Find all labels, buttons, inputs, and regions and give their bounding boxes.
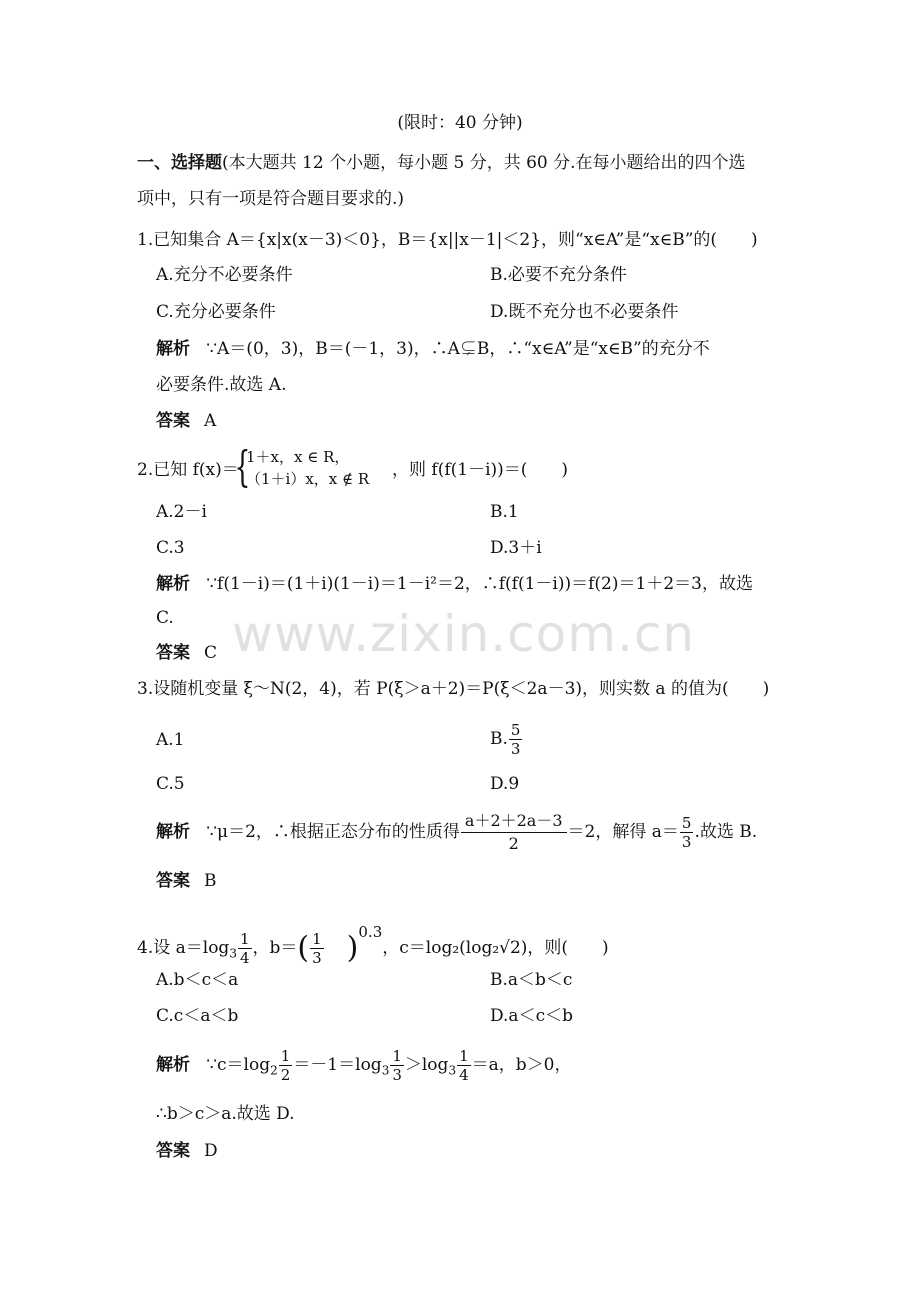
q4-option-d: D.a＜c＜b xyxy=(490,1006,573,1026)
watermark: www.zixin.com.cn xyxy=(232,605,696,663)
q4-an-frac-2 xyxy=(390,1047,404,1084)
q4-log-base-3: 3 xyxy=(229,946,237,961)
section-desc-2: 项中，只有一项是符合题目要求的.) xyxy=(137,189,405,209)
q4-answer-value: D xyxy=(204,1141,218,1161)
q4-option-a: A.b＜c＜a xyxy=(156,970,239,990)
q4-analysis xyxy=(156,1041,571,1094)
section-desc-1: (本大题共 12 个小题，每小题 5 分，共 60 分.在每小题给出的四个选 xyxy=(222,153,746,173)
q2-option-d: D.3＋i xyxy=(490,538,542,558)
q4-an-frac-1 xyxy=(279,1047,293,1084)
q2-stem-b: ，则 f(f(1－i))＝( ) xyxy=(392,460,569,480)
q3-stem: 3.设随机变量 ξ～N(2，4)，若 P(ξ＞a＋2)＝P(ξ＜2a－3)，则实数 a 的值为( ) xyxy=(137,679,770,699)
q4-stem-a: 4.设 a＝log xyxy=(137,938,230,958)
fraction-denominator: 3 xyxy=(510,740,521,758)
q3-answer-value: B xyxy=(204,871,217,891)
answer-label: 答案 xyxy=(156,1141,190,1161)
q1-analysis-line2: 必要条件.故选 A. xyxy=(156,375,287,395)
analysis-label: 解析 xyxy=(156,574,190,594)
q3-option-b-fraction xyxy=(509,721,523,758)
q1-option-d: D.既不充分也不必要条件 xyxy=(490,302,679,322)
q3-analysis-a: ∵μ＝2，∴根据正态分布的性质得 xyxy=(206,822,460,842)
fraction-denominator: 2 xyxy=(280,1066,291,1084)
q2-piecewise xyxy=(246,446,369,490)
fraction-numerator: 1 xyxy=(392,1047,402,1065)
q4-frac-1-4 xyxy=(238,930,252,967)
section-heading xyxy=(137,151,746,175)
q2-answer xyxy=(156,641,217,665)
q1-analysis-line1: ∵A＝(0，3)，B＝(－1，3)，∴A⊊B，∴“x∈A”是“x∈B”的充分不 xyxy=(206,339,710,359)
q3-option-a: A.1 xyxy=(156,730,185,750)
fraction-numerator: 1 xyxy=(280,1047,291,1065)
q2-analysis xyxy=(156,572,753,596)
fraction-denominator: 3 xyxy=(681,833,692,851)
q1-stem: 1.已知集合 A＝{x|x(x－3)＜0}，B＝{x||x－1|＜2}，则“x∈A”是“x∈B”的( ) xyxy=(137,230,758,250)
piecewise-brace: { xyxy=(234,442,251,491)
q2-analysis-line1: ∵f(1－i)＝(1＋i)(1－i)＝1－i²＝2，∴f(f(1－i))＝f(2)＝1＋2＝3，故选 xyxy=(206,574,753,594)
log-base: 2 xyxy=(270,1063,278,1078)
q3-option-d: D.9 xyxy=(490,774,520,794)
q1-answer xyxy=(156,409,216,433)
analysis-label: 解析 xyxy=(156,822,190,842)
q3-result-fraction xyxy=(680,814,694,851)
log-base: 3 xyxy=(448,1063,457,1078)
fraction-numerator: 5 xyxy=(681,814,692,832)
q4-exponent: 0.3 xyxy=(358,923,383,941)
q4-stem-c: ，c＝log₂(log₂√2)，则( ) xyxy=(382,938,609,958)
q4-analysis-b: ＝－1＝log xyxy=(293,1055,382,1075)
fraction-denominator: 4 xyxy=(239,949,250,967)
q1-option-b: B.必要不充分条件 xyxy=(490,265,627,285)
q3-answer xyxy=(156,869,217,893)
q1-answer-value: A xyxy=(204,411,217,431)
q3-option-b xyxy=(490,715,523,763)
time-limit: (限时：40 分钟) xyxy=(397,113,523,133)
fraction-denominator: 3 xyxy=(312,949,322,967)
q4-analysis-a: ∵c＝log xyxy=(206,1055,271,1075)
answer-label: 答案 xyxy=(156,643,190,663)
q3-analysis-b: ＝2，解得 a＝ xyxy=(567,822,679,842)
q3-analysis-fraction xyxy=(461,810,567,855)
right-paren: ) xyxy=(346,930,359,966)
section-title: 一、选择题 xyxy=(137,153,222,173)
left-paren: ( xyxy=(297,930,310,966)
q2-option-b: B.1 xyxy=(490,502,519,522)
q1-analysis xyxy=(156,337,710,361)
q4-frac-1-3 xyxy=(310,930,324,967)
q2-option-a: A.2－i xyxy=(156,502,207,522)
fraction-numerator: 1 xyxy=(312,930,322,948)
q4-analysis-d: ＝a，b＞0， xyxy=(471,1055,572,1075)
q4-stem xyxy=(137,908,609,977)
q3-option-c: C.5 xyxy=(156,774,185,794)
q2-answer-value: C xyxy=(204,643,218,663)
q2-option-c: C.3 xyxy=(156,538,185,558)
fraction-numerator: 1 xyxy=(459,1047,469,1065)
fraction-denominator: 4 xyxy=(459,1066,469,1084)
q4-analysis-c: ＞log xyxy=(404,1055,449,1075)
analysis-label: 解析 xyxy=(156,1055,190,1075)
q1-option-a: A.充分不必要条件 xyxy=(156,265,293,285)
fraction-denominator: 3 xyxy=(392,1066,402,1084)
q3-analysis-c: .故选 B. xyxy=(694,822,758,842)
log-base: 3 xyxy=(381,1063,390,1078)
fraction-denominator: 2 xyxy=(508,834,519,853)
q4-stem-b: ，b＝ xyxy=(252,938,298,958)
q4-analysis-line2: ∴b＞c＞a.故选 D. xyxy=(156,1104,295,1124)
answer-label: 答案 xyxy=(156,411,190,431)
q4-answer xyxy=(156,1139,218,1163)
q2-analysis-line2: C. xyxy=(156,608,174,628)
q4-an-frac-3 xyxy=(457,1047,471,1084)
fraction-numerator: a＋2＋2a－3 xyxy=(461,810,567,833)
q3-analysis xyxy=(156,808,757,856)
q4-option-b: B.a＜b＜c xyxy=(490,970,573,990)
fraction-numerator: 1 xyxy=(239,930,250,948)
answer-label: 答案 xyxy=(156,871,190,891)
q4-option-c: C.c＜a＜b xyxy=(156,1006,239,1026)
q2-case-1: 1＋x，x ∈ R， xyxy=(246,448,350,466)
fraction-numerator: 5 xyxy=(510,721,521,739)
analysis-label: 解析 xyxy=(156,339,190,359)
q2-stem-a: 2.已知 f(x)＝ xyxy=(137,460,239,480)
q3-option-b-label: B. xyxy=(490,729,508,749)
q1-option-c: C.充分必要条件 xyxy=(156,302,276,322)
q2-case-2: （1＋i）x，x ∉ R xyxy=(246,470,370,488)
